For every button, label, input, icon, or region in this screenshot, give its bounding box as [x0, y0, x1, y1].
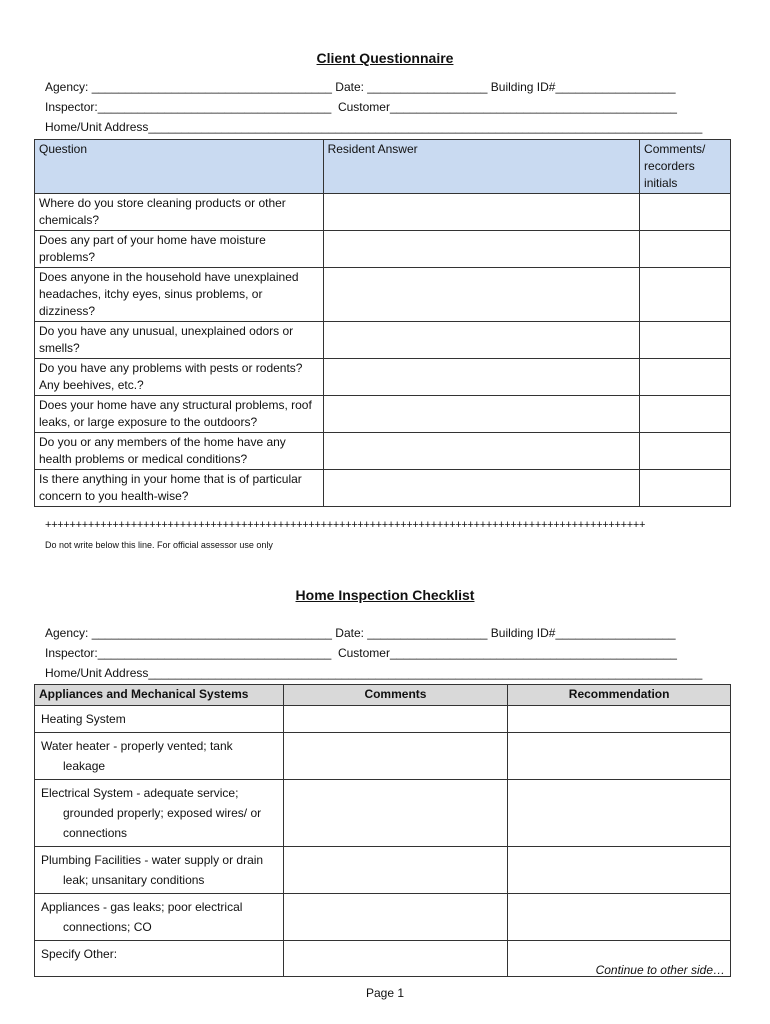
recommendation-cell[interactable] [508, 733, 731, 780]
comments-cell[interactable] [283, 706, 508, 733]
systems-header: Appliances and Mechanical Systems [35, 685, 284, 706]
agency-date-building-field[interactable]: Agency: ____________________________________ Date: __________________ Building ID#__________________ [45, 80, 676, 94]
inspection-checklist-table [34, 684, 731, 977]
question-text: Where do you store cleaning products or other chemicals? [35, 194, 324, 231]
home-address-field[interactable]: Home/Unit Address___________________________________________________________________________________ [45, 120, 703, 134]
comments-cell[interactable] [283, 733, 508, 780]
page-number: Page 1 [365, 986, 405, 1000]
questionnaire-title: Client Questionnaire [316, 50, 454, 66]
recommendation-cell[interactable] [508, 780, 731, 847]
continue-note: Continue to other side… [595, 963, 725, 977]
question-text: Do you have any problems with pests or rodents? Any beehives, etc.? [35, 359, 324, 396]
comments-cell[interactable] [640, 470, 731, 507]
comments-cell[interactable] [640, 433, 731, 470]
answer-cell[interactable] [323, 470, 639, 507]
inspector-customer-field[interactable]: Inspector:___________________________________ Customer___________________________________________ [45, 100, 677, 114]
comments-cell[interactable] [640, 396, 731, 433]
comments-header: Comments [283, 685, 508, 706]
recommendation-header: Recommendation [508, 685, 731, 706]
checklist-item: Electrical System - adequate service; grounded properly; exposed wires/ or connections [35, 780, 284, 847]
checklist-item: Specify Other: [35, 941, 284, 977]
checklist-item: Plumbing Facilities - water supply or drain leak; unsanitary conditions [35, 847, 284, 894]
comments-cell[interactable] [640, 359, 731, 396]
comments-cell[interactable] [283, 894, 508, 941]
comments-cell[interactable] [283, 780, 508, 847]
comments-header: Comments/ recorders initials [640, 140, 731, 194]
comments-cell[interactable] [283, 847, 508, 894]
checklist-title: Home Inspection Checklist [295, 587, 475, 603]
answer-cell[interactable] [323, 359, 639, 396]
question-text: Is there anything in your home that is of particular concern to you health-wise? [35, 470, 324, 507]
answer-cell[interactable] [323, 433, 639, 470]
recommendation-cell[interactable] [508, 706, 731, 733]
comments-cell[interactable] [283, 941, 508, 977]
official-use-note: Do not write below this line. For official assessor use only [45, 540, 273, 550]
answer-cell[interactable] [323, 194, 639, 231]
question-text: Does your home have any structural problems, roof leaks, or large exposure to the outdoors? [35, 396, 324, 433]
comments-cell[interactable] [640, 231, 731, 268]
question-text: Does anyone in the household have unexplained headaches, itchy eyes, sinus problems, or dizziness? [35, 268, 324, 322]
answer-cell[interactable] [323, 231, 639, 268]
checklist-item: Water heater - properly vented; tank leakage [35, 733, 284, 780]
answer-cell[interactable] [323, 268, 639, 322]
checklist-inspector-customer-field[interactable]: Inspector:___________________________________ Customer___________________________________________ [45, 646, 677, 660]
recommendation-cell[interactable] [508, 847, 731, 894]
recommendation-cell[interactable] [508, 894, 731, 941]
question-text: Do you have any unusual, unexplained odors or smells? [35, 322, 324, 359]
question-text: Does any part of your home have moisture problems? [35, 231, 324, 268]
question-header: Question [35, 140, 324, 194]
question-text: Do you or any members of the home have any health problems or medical conditions? [35, 433, 324, 470]
answer-cell[interactable] [323, 322, 639, 359]
checklist-item: Heating System [35, 706, 284, 733]
comments-cell[interactable] [640, 194, 731, 231]
separator-line: ++++++++++++++++++++++++++++++++++++++++++++++++++++++++++++++++++++++++++++++++++++++++++++++++++ [45, 519, 646, 531]
answer-cell[interactable] [323, 396, 639, 433]
checklist-home-address-field[interactable]: Home/Unit Address___________________________________________________________________________________ [45, 666, 703, 680]
questionnaire-table [34, 139, 731, 507]
comments-cell[interactable] [640, 322, 731, 359]
checklist-item: Appliances - gas leaks; poor electrical connections; CO [35, 894, 284, 941]
checklist-agency-date-building-field[interactable]: Agency: ____________________________________ Date: __________________ Building ID#__________________ [45, 626, 676, 640]
resident-answer-header: Resident Answer [323, 140, 639, 194]
comments-cell[interactable] [640, 268, 731, 322]
